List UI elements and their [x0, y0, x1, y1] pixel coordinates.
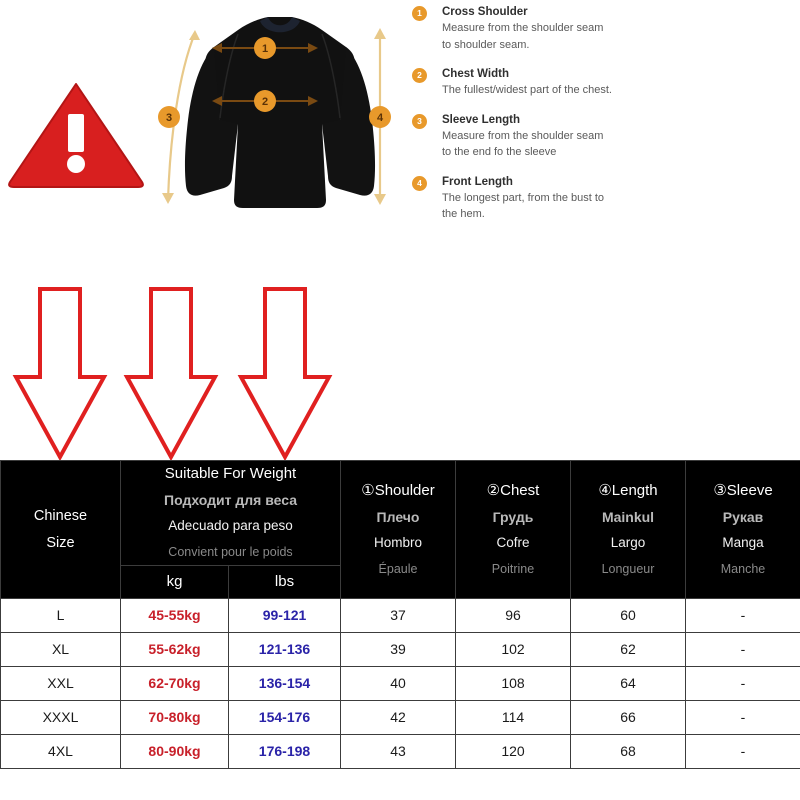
table-header-row [1, 461, 800, 566]
value-shoulder: 43 [390, 742, 406, 759]
legend-desc-1-line1: Measure from the shoulder seam [442, 22, 604, 34]
header-sleeve [686, 461, 800, 599]
header-weight-fr: Convient pour le poids [168, 545, 293, 559]
marker-badge-2 [254, 90, 276, 112]
table-row [1, 633, 800, 667]
cell-sleeve [686, 667, 800, 701]
legend-desc-3-line1: Measure from the shoulder seam [442, 129, 604, 142]
header-sleeve-en: ③Sleeve [713, 481, 773, 499]
value-lbs: 176-198 [258, 742, 311, 759]
legend-item-front-length [412, 174, 792, 223]
legend-item-cross-shoulder [412, 4, 792, 53]
cell-size [1, 633, 121, 667]
value-length: 60 [620, 606, 636, 623]
cell-chest [456, 667, 571, 701]
legend-title-2: Chest Width [442, 68, 509, 80]
cell-shoulder [341, 599, 456, 633]
header-chest-en: ②Chest [486, 481, 540, 499]
marker-badge-4 [369, 106, 391, 128]
value-kg: 55-62kg [148, 640, 201, 657]
value-sleeve: - [740, 742, 746, 759]
header-shoulder-ru: Плечо [376, 508, 420, 525]
pointer-arrows [0, 285, 800, 460]
cell-chest [456, 599, 571, 633]
value-sleeve: - [740, 708, 746, 725]
cell-sleeve [686, 735, 800, 769]
marker-badge-3 [158, 106, 180, 128]
value-length: 66 [620, 708, 636, 725]
legend-item-chest-width [412, 66, 792, 99]
legend-desc-4-line2: the hem. [442, 208, 485, 220]
value-size: XXXL [42, 708, 79, 725]
cell-size [1, 667, 121, 701]
cell-shoulder [341, 735, 456, 769]
cell-size [1, 701, 121, 735]
header-length-ru: Mainkul [601, 508, 655, 525]
measurement-legend [412, 4, 792, 236]
cell-chest [456, 735, 571, 769]
value-chest: 120 [501, 742, 525, 759]
table-row [1, 735, 800, 769]
header-shoulder-en: ①Shoulder [361, 481, 435, 499]
value-kg: 80-90kg [148, 742, 201, 759]
header-suitable-for-weight [121, 461, 341, 566]
header-length-fr: Longueur [601, 561, 655, 576]
marker-badge-1 [254, 37, 276, 59]
cell-chest [456, 633, 571, 667]
header-kg [121, 566, 229, 599]
svg-text:4: 4 [376, 112, 384, 124]
cell-kg [121, 633, 229, 667]
red-arrow-3 [241, 289, 329, 457]
header-weight-en: Suitable For Weight [164, 465, 297, 482]
cell-kg [121, 667, 229, 701]
header-chest-fr: Poitrine [491, 561, 535, 576]
header-length-en: ④Length [598, 481, 658, 499]
shirt-diagram [150, 0, 410, 230]
cell-size [1, 735, 121, 769]
red-arrow-1 [16, 289, 104, 457]
value-shoulder: 40 [390, 674, 406, 691]
cell-chest [456, 701, 571, 735]
value-sleeve: - [740, 640, 746, 657]
header-size-line2: Size [46, 534, 75, 551]
value-size: XL [51, 640, 70, 657]
legend-title-4: Front Length [442, 175, 513, 188]
cell-size [1, 599, 121, 633]
cell-length [571, 667, 686, 701]
measurement-illustration [0, 0, 800, 260]
header-chest-es: Cofre [496, 534, 530, 550]
value-size: L [56, 606, 65, 623]
cell-sleeve [686, 633, 800, 667]
cell-kg [121, 599, 229, 633]
cell-lbs [229, 633, 341, 667]
value-kg: 45-55kg [148, 606, 201, 623]
svg-text:3: 3 [165, 112, 173, 124]
header-chest [456, 461, 571, 599]
table-row [1, 599, 800, 633]
value-length: 68 [620, 742, 636, 759]
table-row [1, 701, 800, 735]
header-sleeve-es: Manga [722, 534, 764, 550]
value-size: XXL [47, 674, 74, 691]
cell-shoulder [341, 633, 456, 667]
svg-text:1: 1 [261, 43, 269, 55]
warning-triangle-icon [6, 78, 146, 190]
cell-sleeve [686, 701, 800, 735]
header-weight-es: Adecuado para peso [168, 518, 293, 533]
value-sleeve: - [740, 606, 746, 623]
header-kg-label: kg [166, 573, 183, 590]
svg-text:2: 2 [261, 96, 269, 108]
header-length-es: Largo [610, 534, 646, 550]
value-size: 4XL [48, 742, 73, 759]
value-kg: 62-70kg [148, 674, 201, 691]
legend-badge-1: 1 [412, 6, 427, 21]
value-lbs: 121-136 [258, 640, 311, 657]
header-lbs-label: lbs [274, 573, 295, 590]
legend-desc-4-line1: The longest part, from the bust to [442, 191, 605, 204]
legend-title-1: Cross Shoulder [442, 6, 528, 18]
cell-length [571, 701, 686, 735]
header-shoulder-es: Hombro [373, 534, 422, 550]
value-shoulder: 39 [390, 640, 406, 657]
cell-lbs [229, 667, 341, 701]
cell-kg [121, 701, 229, 735]
value-lbs: 154-176 [258, 708, 311, 725]
size-chart-table [0, 460, 800, 769]
cell-lbs [229, 701, 341, 735]
value-chest: 108 [501, 674, 525, 691]
header-length [571, 461, 686, 599]
legend-desc-1-line2: to shoulder seam. [442, 38, 530, 51]
legend-desc-3-line2: to the end fo the sleeve [442, 146, 557, 158]
value-shoulder: 42 [390, 708, 406, 725]
legend-badge-3: 3 [412, 114, 427, 129]
cell-length [571, 599, 686, 633]
cell-kg [121, 735, 229, 769]
cell-sleeve [686, 599, 800, 633]
header-size-line1: Chinese [33, 507, 88, 524]
cell-lbs [229, 599, 341, 633]
header-lbs [229, 566, 341, 599]
cell-lbs [229, 735, 341, 769]
red-arrow-2 [127, 289, 215, 457]
table-row [1, 667, 800, 701]
value-lbs: 136-154 [258, 674, 311, 691]
header-shoulder-fr: Épaule [378, 561, 418, 576]
header-weight-ru: Подходит для веса [164, 492, 297, 508]
value-shoulder: 37 [390, 606, 406, 623]
value-sleeve: - [740, 674, 746, 691]
header-sleeve-fr: Manche [720, 561, 766, 576]
cell-length [571, 633, 686, 667]
value-length: 64 [620, 674, 636, 691]
legend-badge-2: 2 [412, 68, 427, 83]
value-chest: 114 [501, 708, 525, 725]
value-lbs: 99-121 [262, 606, 307, 623]
header-shoulder [341, 461, 456, 599]
legend-desc-2-line1: The fullest/widest part of the chest. [442, 84, 612, 96]
cell-length [571, 735, 686, 769]
legend-badge-4: 4 [412, 176, 427, 191]
value-chest: 96 [505, 606, 521, 623]
header-sleeve-ru: Рукав [722, 508, 764, 525]
value-chest: 102 [501, 640, 525, 657]
header-chest-ru: Грудь [492, 508, 534, 525]
legend-title-3: Sleeve Length [442, 113, 520, 126]
cell-shoulder [341, 667, 456, 701]
value-kg: 70-80kg [148, 708, 201, 725]
size-chart-table-wrap [0, 460, 800, 769]
header-chinese-size [1, 461, 121, 599]
value-length: 62 [620, 640, 636, 657]
cell-shoulder [341, 701, 456, 735]
legend-item-sleeve-length [412, 112, 792, 161]
